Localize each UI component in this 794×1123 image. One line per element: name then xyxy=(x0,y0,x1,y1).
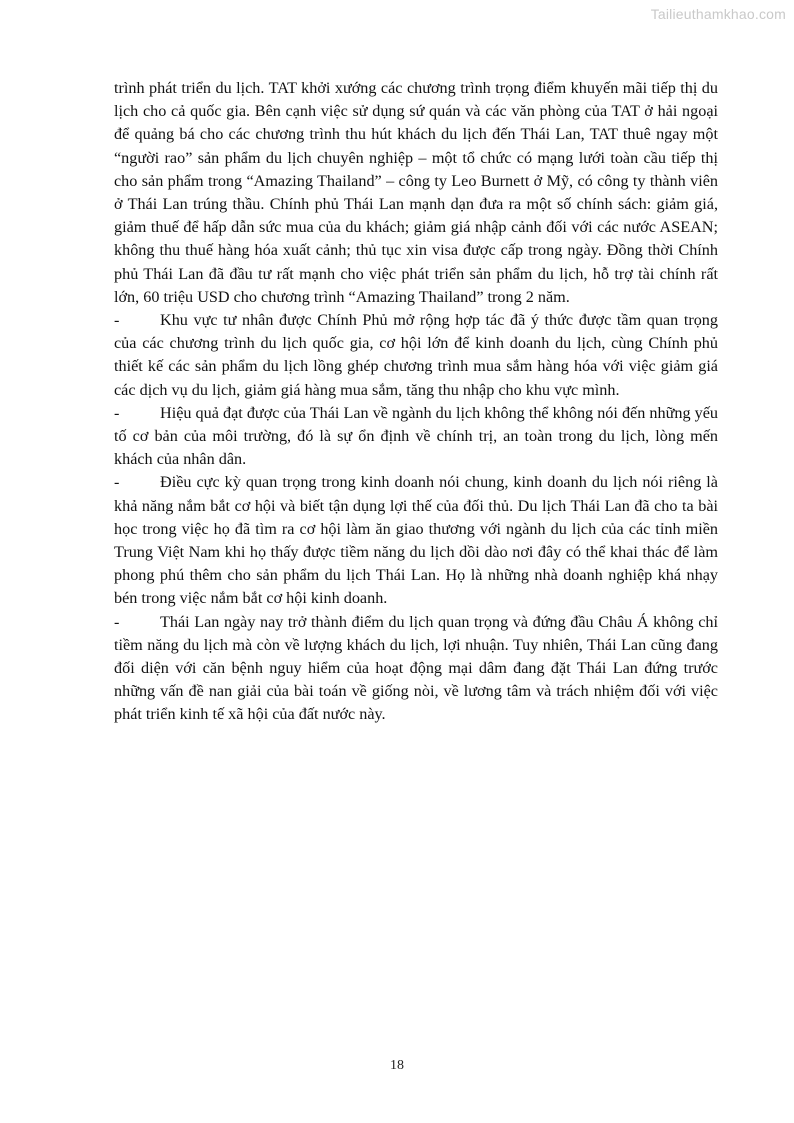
paragraph-bullet-environment xyxy=(114,402,718,472)
bullet-dash: - xyxy=(114,612,120,631)
page-number: 18 xyxy=(390,1058,404,1073)
paragraph-text: trình phát triển du lịch. TAT khởi xướng các chương trình trọng điểm khuyến mãi tiếp thị du lịch cho cả quốc gia. Bên cạnh việc sử dụng sứ quán và các văn phòng của TAT ở hải ngoại để quảng bá cho các chương trình thu hút khách du lịch đến Thái Lan, TAT thuê ngay một “người rao” sản phẩm du lịch chuyên nghiệp – một tổ chức có mạng lưới toàn cầu tiếp thị cho sản phẩm trong “Amazing Thailand” – công ty Leo Burnett ở Mỹ, có công ty thành viên ở Thái Lan trúng thầu. Chính phủ Thái Lan mạnh dạn đưa ra một số chính sách: giảm giá, giảm thuế để hấp dẫn sức mua của du khách; giảm giá nhập cảnh đối với các nước ASEAN; không thu thuế hàng hóa xuất cảnh; thủ tục xin visa được cấp trong ngày. Đồng thời Chính phủ Thái Lan đã đầu tư rất mạnh cho việc phát triển sản phẩm du lịch, hỗ trợ tài chính rất lớn, 60 triệu USD cho chương trình “Amazing Thailand” trong 2 năm. xyxy=(114,79,718,306)
paragraph-bullet-private-sector xyxy=(114,309,718,402)
paragraph-bullet-opportunity xyxy=(114,471,718,610)
bullet-dash: - xyxy=(114,403,120,422)
bullet-dash: - xyxy=(114,473,120,492)
watermark: Tailieuthamkhao.com xyxy=(650,6,786,22)
paragraph-text: Điều cực kỳ quan trọng trong kinh doanh nói chung, kinh doanh du lịch nói riêng là khả năng nắm bắt cơ hội và biết tận dụng lợi thế của đối thủ. Du lịch Thái Lan đã cho ta bài học trong việc họ đã tìm ra cơ hội làm ăn giao thương với ngành du lịch của các tỉnh miền Trung Việt Nam khi họ thấy được tiềm năng du lịch dồi dào nơi đây có thể khai thác để làm phong phú thêm cho sản phẩm du lịch Thái Lan. Họ là những nhà doanh nghiệp khá nhạy bén trong việc nắm bắt cơ hội kinh doanh. xyxy=(114,473,718,608)
paragraph-intro xyxy=(114,77,718,309)
paragraph-bullet-challenges xyxy=(114,611,718,727)
document-body xyxy=(114,77,718,727)
paragraph-text: Thái Lan ngày nay trở thành điểm du lịch quan trọng và đứng đầu Châu Á không chỉ tiềm năng du lịch mà còn về lượng khách du lịch, lợi nhuận. Tuy nhiên, Thái Lan cũng đang đối diện với căn bệnh nguy hiểm của hoạt động mại dâm đang đặt Thái Lan đứng trước những vấn đề nan giải của bài toán về giống nòi, về lương tâm và trách nhiệm đối với việc phát triển kinh tế xã hội của đất nước này. xyxy=(114,612,718,724)
bullet-dash: - xyxy=(114,311,120,330)
paragraph-text: Khu vực tư nhân được Chính Phủ mở rộng hợp tác đã ý thức được tầm quan trọng của các chương trình du lịch quốc gia, cơ hội lớn để kinh doanh du lịch, cùng Chính phủ thiết kế các sản phẩm du lịch lồng ghép chương trình mua sắm hàng hóa với việc giảm giá các dịch vụ du lịch, giảm giá hàng mua sắm, tăng thu nhập cho khu vực mình. xyxy=(114,311,718,399)
paragraph-text: Hiệu quả đạt được của Thái Lan về ngành du lịch không thể không nói đến những yếu tố cơ bản của môi trường, đó là sự ổn định về chính trị, an toàn trong du lịch, lòng mến khách của nhân dân. xyxy=(114,403,718,469)
